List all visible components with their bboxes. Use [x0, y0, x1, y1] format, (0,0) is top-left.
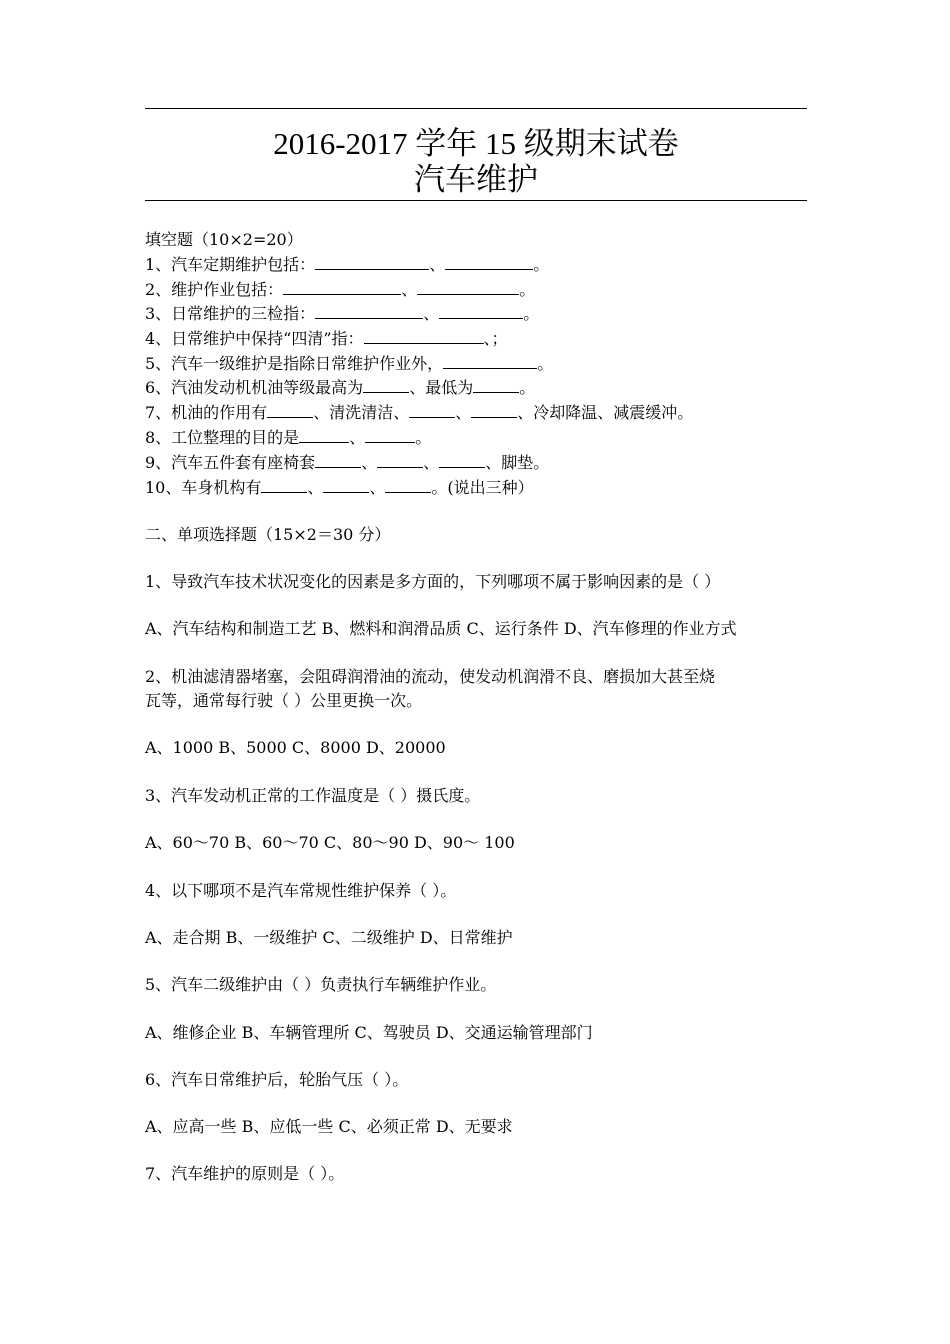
answer-blank[interactable] — [363, 377, 409, 393]
exam-title: 2016-2017 学年 15 级期末试卷 — [273, 126, 679, 161]
answer-blank[interactable] — [385, 477, 431, 493]
answer-blank[interactable] — [283, 279, 401, 295]
question-7: 7、机油的作用有 、清洗清洁、 、 、冷却降温、减震缓冲。 — [145, 403, 694, 422]
question-10: 10、车身机构有 、 、 。(说出三种） — [145, 478, 534, 497]
title-bottom-rule — [145, 200, 807, 201]
answer-blank[interactable] — [439, 303, 523, 319]
question-3: 3、日常维护的三检指： 、 。 — [145, 304, 540, 323]
top-rule — [145, 108, 807, 109]
question-4: 4、日常维护中保持“四清”指： 、； — [145, 329, 508, 348]
answer-blank[interactable] — [473, 377, 519, 393]
question-2: 2、维护作业包括： 、 。 — [145, 280, 536, 299]
answer-blank[interactable] — [315, 452, 361, 468]
answer-blank[interactable] — [409, 402, 455, 418]
answer-blank[interactable] — [471, 402, 517, 418]
mc-question-2-cont: 瓦等，通常每行驶（ ）公里更换一次。 — [145, 691, 423, 710]
question-1: 1、汽车定期维护包括： 、 。 — [145, 255, 550, 274]
answer-blank[interactable] — [445, 254, 533, 270]
answer-blank[interactable] — [377, 452, 423, 468]
answer-blank[interactable] — [443, 353, 537, 369]
question-8: 8、工位整理的目的是 、 。 — [145, 428, 432, 447]
answer-blank[interactable] — [315, 254, 429, 270]
exam-subtitle: 汽车维护 — [414, 162, 538, 197]
mc-question-7: 7、汽车维护的原则是（ ）。 — [145, 1164, 345, 1183]
mc-question-6: 6、汽车日常维护后，轮胎气压（ ）。 — [145, 1070, 409, 1089]
mc-options-1: A、汽车结构和制造工艺 B、燃料和润滑品质 C、运行条件 D、汽车修理的作业方式 — [145, 619, 737, 638]
question-6: 6、汽油发动机机油等级最高为 、最低为 。 — [145, 378, 536, 397]
mc-options-2: A、1000 B、5000 C、8000 D、20000 — [145, 738, 446, 757]
mc-question-1: 1、导致汽车技术状况变化的因素是多方面的，下列哪项不属于影响因素的是（ ） — [145, 572, 721, 591]
answer-blank[interactable] — [267, 402, 313, 418]
mc-question-5: 5、汽车二级维护由（ ）负责执行车辆维护作业。 — [145, 975, 497, 994]
answer-blank[interactable] — [364, 328, 484, 344]
question-9: 9、汽车五件套有座椅套 、 、 、脚垫。 — [145, 453, 550, 472]
question-5: 5、汽车一级维护是指除日常维护作业外， 。 — [145, 354, 554, 373]
mc-question-2: 2、机油滤清器堵塞，会阻碍润滑油的流动，使发动机润滑不良、磨损加大甚至烧 — [145, 667, 716, 686]
answer-blank[interactable] — [299, 427, 349, 443]
mc-question-3: 3、汽车发动机正常的工作温度是（ ）摄氏度。 — [145, 786, 481, 805]
mc-options-4: A、走合期 B、一级维护 C、二级维护 D、日常维护 — [145, 928, 513, 947]
answer-blank[interactable] — [315, 303, 423, 319]
section2-heading: 二、单项选择题（15×2＝30 分） — [145, 525, 391, 544]
section1-heading: 填空题（10×2=20） — [145, 230, 303, 249]
mc-options-5: A、维修企业 B、车辆管理所 C、驾驶员 D、交通运输管理部门 — [145, 1023, 593, 1042]
mc-question-4: 4、以下哪项不是汽车常规性维护保养（ ）。 — [145, 881, 457, 900]
mc-options-3: A、60～70 B、60～70 C、80～90 D、90～ 100 — [145, 833, 515, 852]
mc-options-6: A、应高一些 B、应低一些 C、必须正常 D、无要求 — [145, 1117, 513, 1136]
answer-blank[interactable] — [439, 452, 485, 468]
answer-blank[interactable] — [261, 477, 307, 493]
answer-blank[interactable] — [365, 427, 415, 443]
answer-blank[interactable] — [323, 477, 369, 493]
answer-blank[interactable] — [417, 279, 519, 295]
